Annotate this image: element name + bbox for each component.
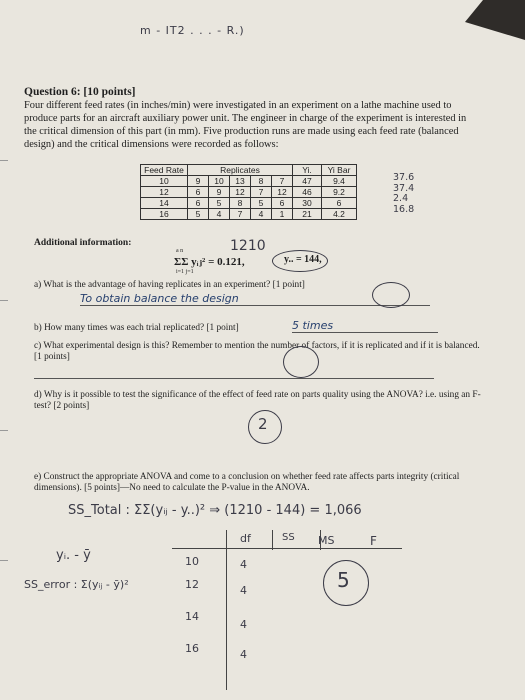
anova-row-label: 14 — [185, 610, 199, 623]
table-cell: 7 — [230, 209, 251, 220]
anova-header-df: df — [240, 532, 251, 545]
grade-circle-c — [283, 346, 319, 378]
part-d-question: d) Why is it possible to test the significance of the effect of feed rate on parts quality using the ANOVA? i.e. using an F-test? [2 points] — [34, 390, 481, 411]
grade-d: 2 — [258, 415, 268, 433]
table-cell: 4 — [251, 209, 272, 220]
hw-1210: 1210 — [230, 238, 266, 254]
grade-e: 5 — [337, 568, 350, 592]
margin-mark — [0, 560, 8, 561]
table-cell: 6 — [272, 198, 293, 209]
formula-limits-bottom: i=1 j=1 — [176, 269, 194, 275]
anova-header-ms: MS — [318, 534, 335, 547]
table-cell: 9 — [209, 187, 230, 198]
margin-mark — [0, 430, 8, 431]
note-1: 37.4 — [393, 182, 415, 194]
table-cell: 1 — [272, 209, 293, 220]
anova-row-label: 16 — [185, 642, 199, 655]
additional-label: Additional information: — [34, 238, 132, 248]
anova-row-df: 4 — [240, 558, 247, 571]
anova-row-df: 4 — [240, 648, 247, 661]
table-header-row — [141, 165, 357, 176]
top-scrawl: m - IT2 . . . - R.) — [140, 24, 245, 37]
table-cell: 6 — [322, 198, 357, 209]
table-cell: 9 — [188, 176, 209, 187]
table-cell: 5 — [188, 209, 209, 220]
question-intro: Four different feed rates (in inches/min) were investigated in an experiment on a lathe machine used to produce parts for an aircraft auxiliary power unit. The engineer in charge of the experiment is interested in the critical dimension of this part (in mm). Five production runs are made using each feed rate (balanced design) and the critical dimensions were recorded as follows: — [24, 100, 467, 150]
table-row — [141, 176, 357, 187]
table-cell: 46 — [293, 187, 322, 198]
formula-limits-top: a n — [176, 248, 184, 254]
handwritten-notes — [393, 173, 414, 215]
part-b-answer: 5 times — [292, 319, 438, 333]
table-cell: 13 — [230, 176, 251, 187]
anova-vline — [272, 530, 273, 550]
question-title: Question 6: [10 points] — [24, 86, 136, 98]
note-0: 37.6 — [393, 172, 415, 183]
part-b-question: b) How many times was each trial replicated? [1 point] — [34, 323, 239, 333]
grade-circle-a — [372, 282, 410, 308]
table-cell: 7 — [272, 176, 293, 187]
data-table-wrap — [140, 164, 357, 220]
part-a-answer: To obtain balance the design — [80, 292, 430, 306]
note-2: 2.4 — [393, 193, 409, 204]
table-row — [141, 187, 357, 198]
part-c-question: c) What experimental design is this? Remember to mention the number of factors, if it is replicated and if it is balanced. [1 points] — [34, 341, 480, 362]
table-cell: 12 — [230, 187, 251, 198]
anova-row-label: 12 — [185, 578, 199, 591]
table-header: Yi Bar — [322, 165, 357, 176]
anova-vline — [226, 530, 227, 690]
table-cell: 9.4 — [322, 176, 357, 187]
table-cell: 30 — [293, 198, 322, 209]
table-cell: 4.2 — [322, 209, 357, 220]
hw-ss-total: SS_Total : ΣΣ(yᵢⱼ - y..)² ⇒ (1210 - 144) = 1,066 — [68, 503, 362, 518]
table-cell: 5 — [209, 198, 230, 209]
note-3: 16.8 — [393, 203, 415, 215]
table-cell: 6 — [188, 198, 209, 209]
margin-mark — [0, 160, 8, 161]
table-cell: 10 — [209, 176, 230, 187]
table-header: Replicates — [188, 165, 293, 176]
table-cell: 12 — [141, 187, 188, 198]
sum-formula: ΣΣ yᵢⱼ² = 0.121, — [174, 256, 245, 268]
table-cell: 8 — [230, 198, 251, 209]
answer-line-c — [34, 378, 434, 379]
anova-hline — [172, 548, 402, 549]
table-header: Yi. — [293, 165, 322, 176]
ydotdot-value: y.. = 144, — [284, 254, 322, 265]
table-cell: 8 — [251, 176, 272, 187]
anova-header-f: F — [370, 534, 377, 548]
part-a-question: a) What is the advantage of having replicates in an experiment? [1 point] — [34, 280, 305, 290]
table-cell: 4 — [209, 209, 230, 220]
anova-header-ss: SS — [282, 532, 295, 543]
anova-row-df: 4 — [240, 584, 247, 597]
table-header: Feed Rate — [141, 165, 188, 176]
hw-yi-minus: yᵢ. - ȳ — [56, 548, 91, 563]
table-cell: 7 — [251, 187, 272, 198]
table-cell: 5 — [251, 198, 272, 209]
table-cell: 47 — [293, 176, 322, 187]
table-row — [141, 198, 357, 209]
table-cell: 16 — [141, 209, 188, 220]
table-cell: 12 — [272, 187, 293, 198]
page-corner-shadow — [465, 0, 525, 40]
table-cell: 14 — [141, 198, 188, 209]
data-table — [140, 164, 357, 220]
hw-ss-error: SS_error : Σ(yᵢⱼ - ȳ)² — [24, 578, 129, 591]
table-cell: 9.2 — [322, 187, 357, 198]
table-cell: 10 — [141, 176, 188, 187]
anova-row-df: 4 — [240, 618, 247, 631]
margin-mark — [0, 300, 8, 301]
table-cell: 6 — [188, 187, 209, 198]
part-e-question: e) Construct the appropriate ANOVA and come to a conclusion on whether feed rate affects parts integrity (critical dimensions). [5 points]—No need to calculate the P-value in the ANOVA. — [34, 472, 460, 493]
anova-row-label: 10 — [185, 555, 199, 568]
table-row — [141, 209, 357, 220]
table-cell: 21 — [293, 209, 322, 220]
